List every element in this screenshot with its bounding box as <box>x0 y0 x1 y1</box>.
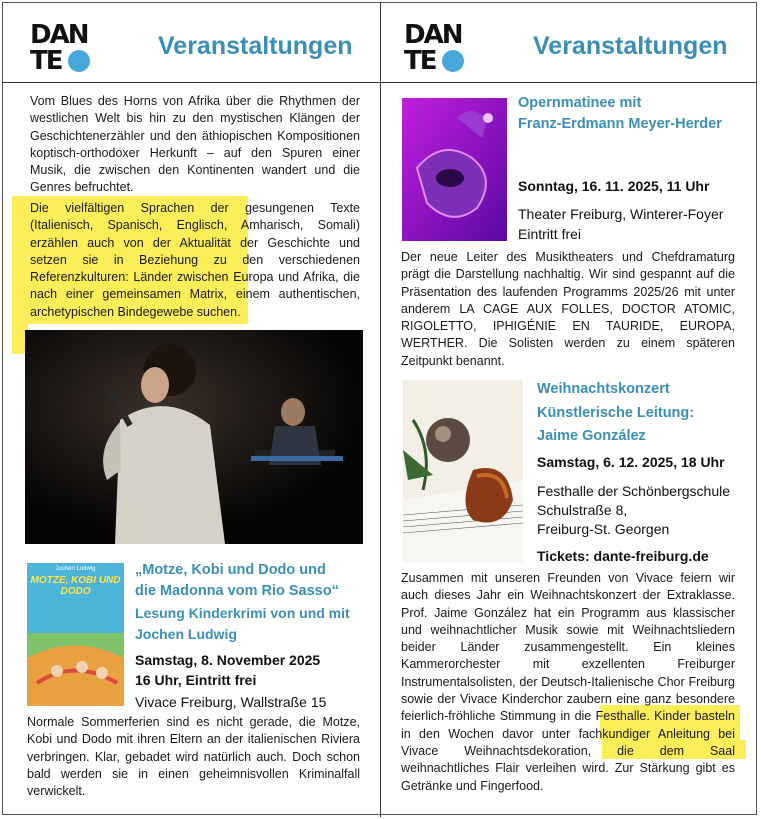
xmas-lead: Künstlerische Leitung: <box>537 405 695 421</box>
event-subtitle: Lesung Kinderkrimi von und mit <box>135 605 350 621</box>
book-cover: Jochen Ludwig MOTZE, KOBI UND DODO <box>27 563 124 706</box>
event-venue: Vivace Freiburg, Wallstraße 15 <box>135 694 327 710</box>
dante-logo: DAN TE <box>30 20 94 76</box>
event-title: „Motze, Kobi und Dodo und <box>135 562 326 578</box>
xmas-venue: Schulstraße 8, <box>537 502 628 518</box>
xmas-lead: Jaime González <box>537 428 646 444</box>
xmas-description: Zusammen mit unseren Freunden von Vivace feiern wir auch dieses Jahr ein Weihnachtskonzert der Extraklasse. Prof. Jaime González hat ein Programm aus klassischer und weihnachtlicher Musik sowie mit Weihnachtsliedern beider Länder zusammengestellt. Ein kleines Kammerorchester mit exzellenten Freiburger Instrumentalsolisten, der Deutsch-Italienische Chor Freiburg sowie der Vivace Kinderchor zaubern eine ganz besondere feierlich-fröhliche Stimmung in die Festhalle. Kinder basteln in den Wochen davor unter fachkundiger Anleitung bei Vivace Weihnachtsdekoration, die dem Saal weihnachtliches Flair verleihen wird. Zur Stärkung gibt es Getränke und Fingerfood. <box>401 571 735 793</box>
xmas-venue: Freiburg-St. Georgen <box>537 521 670 537</box>
opera-title: Franz-Erdmann Meyer-Herder <box>518 116 722 132</box>
xmas-title: Weihnachtskonzert <box>537 381 670 397</box>
page-title-right: Veranstaltungen <box>533 32 728 60</box>
event-date: Samstag, 8. November 2025 <box>135 652 321 668</box>
opera-venue: Theater Freiburg, Winterer-Foyer <box>518 206 724 222</box>
xmas-venue: Festhalle der Schönbergschule <box>537 483 731 499</box>
column-divider <box>380 2 381 817</box>
header-rule-right <box>381 82 757 83</box>
opera-title: Opernmatinee mit <box>518 95 642 111</box>
xmas-tickets: Tickets: dante-freiburg.de <box>537 548 709 564</box>
concert-photo <box>25 330 363 544</box>
xmas-date: Samstag, 6. 12. 2025, 18 Uhr <box>537 454 725 470</box>
event-subtitle: Jochen Ludwig <box>135 626 237 642</box>
xmas-image <box>403 380 523 562</box>
event-description: Normale Sommerferien sind es nicht gerade, die Motze, Kobi und Dodo mit ihren Eltern an der italienischen Riviera verbringen. Klar, gebadet wird natürlich auch. Doch schon bald werden sie in einen geheimnisvollen Kriminalfall verwickelt. <box>27 715 360 799</box>
header-rule-left <box>2 82 380 83</box>
event-title: die Madonna vom Rio Sasso“ <box>135 583 339 599</box>
opera-image <box>402 98 507 241</box>
opera-admission: Eintritt frei <box>518 226 582 242</box>
intro-paragraph: Vom Blues des Horns von Afrika über die Rhythmen der westlichen Welt bis hin zu den mystischen Klängen der Geschichtenerzähler und den äthiopischen Kompositionen koptisch-orthodoxer Herkunft – auf den Spuren einer Musik, die zwischen den Kontinenten wandert und die Genres befruchtet. <box>30 94 360 195</box>
opera-description: Der neue Leiter des Musiktheaters und Chefdramaturg prägt die Darstellung nachhaltig. Wir sind gespannt auf die Präsentation des laufenden Programms 2025/26 mit unter anderem LA CAGE AUX FOLLES, DOCTOR ATOMIC, RIGOLETTO, IPHIGÉNIE EN TAURIDE, EUROPA, WERTHER. Die Solisten werden zu einem späteren Zeitpunkt benannt. <box>401 250 735 368</box>
dante-logo: DAN TE <box>404 20 468 76</box>
opera-date: Sonntag, 16. 11. 2025, 11 Uhr <box>518 178 710 194</box>
page-title-left: Veranstaltungen <box>158 32 353 60</box>
highlight-paragraph: Die vielfältigen Sprachen der gesungenen Texte (Italienisch, Spanisch, Englisch, Amharisch, Somali) erzählen auch von der Aktualität der Geschichte und setzen sie in Beziehung zu den verschiedenen Referenzkulturen: Länder zwischen Europa und Afrika, die nach einer gemeinsamen Matrix, einem authentischen, archetypischen Bindegewebe suchen. <box>30 201 360 319</box>
event-time: 16 Uhr, Eintritt frei <box>135 672 257 688</box>
